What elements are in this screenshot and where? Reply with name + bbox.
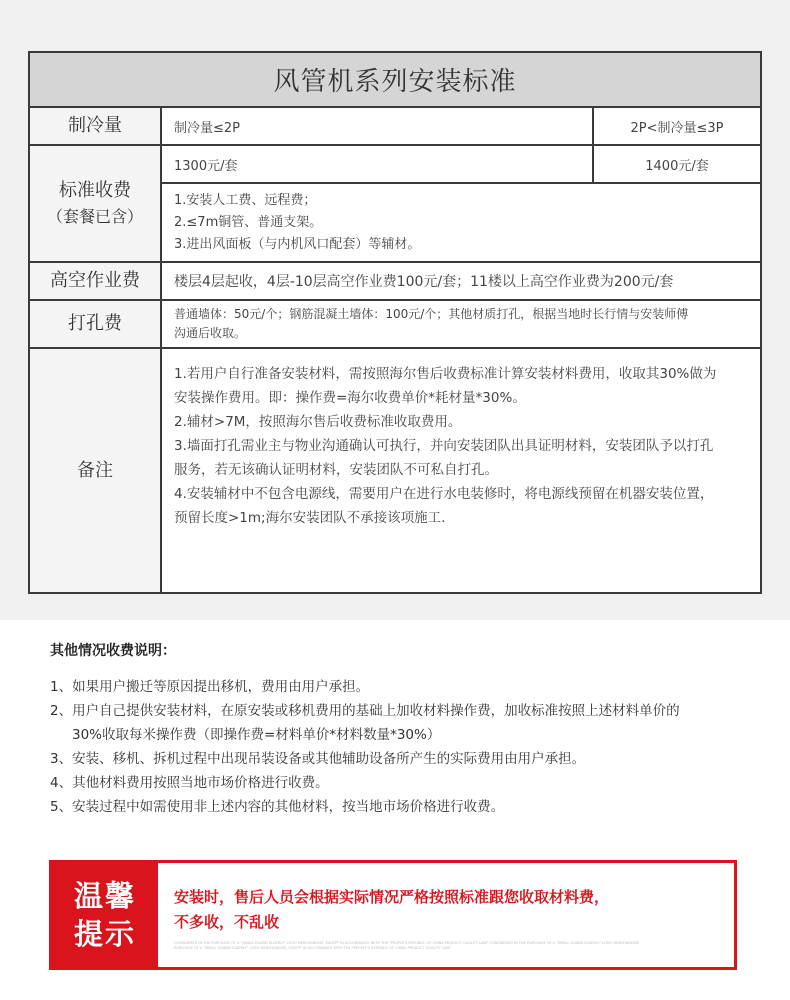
standard-fee-label: 标准收费	[59, 179, 131, 201]
list-item: 30%收取每米操作费（即操作费=材料单价*材料数量*30%）	[72, 727, 441, 743]
fine-print-line: PURCHASE OF A "SMALL GUARD ELDERLY" LOGO MERCHANDISE, EXCEPT IN ACCORDANCE WITH THE "PEOPLE'S REPUBLIC OF CHINA PRODUCT QUALITY LAW"	[174, 946, 452, 950]
list-item: 2、用户自己提供安装材料，在原安装或移机费用的基础上加收材料操作费，加收标准按照上述材料单价的	[50, 703, 680, 719]
cooling-col2: 2P<制冷量≤3P	[594, 108, 760, 146]
price-col1: 1300元/套	[162, 146, 594, 184]
high-altitude-value: 楼层4层起收，4层-10层高空作业费100元/套；11楼以上高空作业费为200元/套	[162, 263, 760, 301]
list-item: 4、其他材料费用按照当地市场价格进行收费。	[50, 775, 329, 791]
row-label-standard-fee	[30, 146, 162, 263]
warm-tips-box	[49, 860, 737, 970]
badge-line: 温馨	[73, 879, 136, 913]
list-item: 5、安装过程中如需使用非上述内容的其他材料，按当地市场价格进行收费。	[50, 799, 505, 815]
warm-tips-text	[174, 885, 729, 935]
package-included-label: （套餐已含）	[46, 206, 143, 226]
high-altitude-label: 高空作业费	[50, 270, 140, 291]
remark-line: 预留长度>1m;海尔安装团队不承接该项施工.	[174, 510, 446, 526]
drilling-label: 打孔费	[68, 313, 122, 334]
remarks-value	[162, 349, 760, 592]
remark-line: 2.辅材>7M，按照海尔售后收费标准收取费用。	[174, 414, 462, 430]
other-charges-list	[50, 675, 750, 819]
tips-line: 不多收，不乱收	[174, 913, 280, 931]
other-charges-title: 其他情况收费说明：	[50, 643, 176, 659]
remarks-label: 备注	[77, 459, 113, 481]
include-item: 3.进出风面板（与内机风口配套）等辅材。	[174, 236, 421, 252]
row-label-remarks	[30, 349, 162, 592]
fine-print-line: CONSIDERED IN THE PURCHASE OF A "SMALL GUARD ELDERLY" LOGO MERCHANDISE, EXCEPT IN ACCORDANCE WITH THE "PEOPLE'S REPUBLIC OF CHINA PRODUCT QUALITY LAW" CONSIDERED IN THE PURCHASE OF A "SMALL GUARD ELDERLY" LOGO MERCHANDISE	[174, 941, 640, 945]
include-item: 2.≤7m铜管、普通支架。	[174, 214, 323, 230]
remark-line: 服务，若无该确认证明材料，安装团队不可私自打孔。	[174, 462, 498, 478]
table-title: 风管机系列安装标准	[30, 53, 760, 108]
row-label-high-altitude	[30, 263, 162, 301]
warm-tips-badge	[52, 863, 158, 967]
installation-standard-table	[28, 51, 762, 594]
row-label-drilling	[30, 301, 162, 349]
drilling-value	[162, 301, 760, 349]
package-includes	[162, 184, 760, 263]
cooling-label: 制冷量	[68, 115, 122, 136]
tips-line: 安装时，售后人员会根据实际情况严格按照标准跟您收取材料费，	[174, 888, 610, 906]
remark-line: 1.若用户自行准备安装材料，需按照海尔售后收费标准计算安装材料费用，收取其30%做为	[174, 366, 717, 382]
drilling-line: 沟通后收取。	[174, 326, 247, 340]
price-col2: 1400元/套	[594, 146, 760, 184]
tips-fine-print	[174, 941, 729, 951]
drilling-line: 普通墙体：50元/个；钢筋混凝土墙体：100元/个；其他材质打孔，根据当地时长行情与安装师傅	[174, 307, 689, 321]
remark-line: 4.安装辅材中不包含电源线，需要用户在进行水电装修时，将电源线预留在机器安装位置，	[174, 486, 714, 502]
cooling-col1: 制冷量≤2P	[162, 108, 594, 146]
remark-line: 3.墙面打孔需业主与物业沟通确认可执行，并向安装团队出具证明材料，安装团队予以打孔	[174, 438, 714, 454]
remark-line: 安装操作费用。即：操作费=海尔收费单价*耗材量*30%。	[174, 390, 526, 406]
include-item: 1.安装人工费、远程费；	[174, 192, 317, 208]
list-item: 1、如果用户搬迁等原因提出移机，费用由用户承担。	[50, 679, 370, 695]
row-label-cooling	[30, 108, 162, 146]
list-item: 3、安装、移机、拆机过程中出现吊装设备或其他辅助设备所产生的实际费用由用户承担。	[50, 751, 586, 767]
badge-line: 提示	[73, 917, 136, 951]
